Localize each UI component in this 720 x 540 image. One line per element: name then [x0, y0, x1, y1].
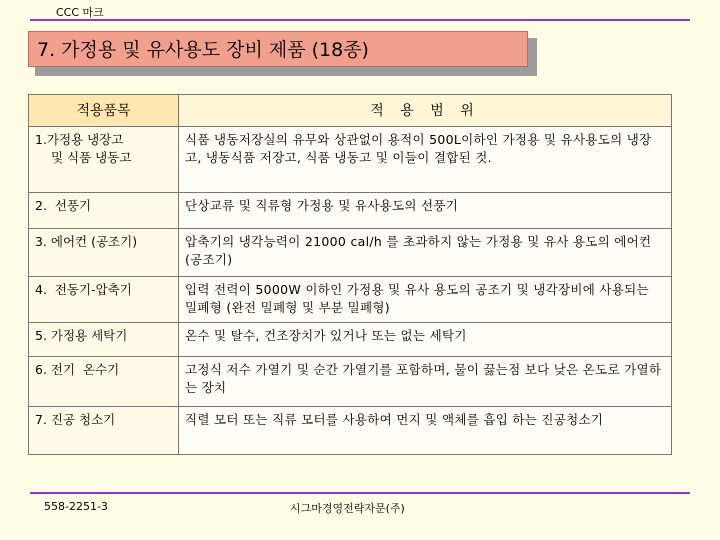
table-row: [29, 127, 672, 193]
item-cell: [29, 357, 179, 407]
item-cell: [29, 229, 179, 277]
item-line: 7. 진공 청소기: [35, 412, 116, 427]
item-line: 및 식품 냉동고: [51, 150, 132, 165]
column-header-item: 적용품목: [29, 95, 179, 127]
table-row: [29, 193, 672, 229]
top-divider: [30, 19, 690, 21]
table-header-row: [29, 95, 672, 127]
scope-cell: 온수 및 탈수, 건조장치가 있거나 또는 없는 세탁기: [179, 323, 672, 357]
scope-cell: 고정식 저수 가열기 및 순간 가열기를 포함하며, 물이 끓는점 보다 낮은 온도로 가열하는 장치: [179, 357, 672, 407]
item-line: 5. 가정용 세탁기: [35, 328, 128, 343]
table-row: [29, 407, 672, 455]
column-header-scope: 적 용 범 위: [179, 95, 672, 127]
table-row: [29, 229, 672, 277]
item-cell: [29, 407, 179, 455]
table-row: [29, 277, 672, 323]
item-line: 3. 에어컨 (공조기): [35, 234, 138, 249]
product-scope-table: [28, 94, 672, 455]
scope-cell: 입력 전력이 5000W 이하인 가정용 및 유사 용도의 공조기 및 냉각장비에 사용되는 밀폐형 (완전 밀폐형 및 부분 밀폐형): [179, 277, 672, 323]
item-line: 1.가정용 냉장고: [35, 132, 124, 147]
bottom-divider: [30, 492, 690, 494]
item-cell: [29, 193, 179, 229]
scope-cell: 압축기의 냉각능력이 21000 cal/h 를 초과하지 않는 가정용 및 유사 용도의 에어컨 (공조기): [179, 229, 672, 277]
page-title: 7. 가정용 및 유사용도 장비 제품 (18종): [28, 31, 528, 67]
item-line: 6. 전기 온수기: [35, 362, 120, 377]
table-row: [29, 323, 672, 357]
item-cell: [29, 323, 179, 357]
item-cell: [29, 277, 179, 323]
scope-cell: 직렬 모터 또는 직류 모터를 사용하여 먼지 및 액체를 흡입 하는 진공청소기: [179, 407, 672, 455]
footer-company: 시그마경영전략자문(주): [290, 502, 405, 515]
footer-page-code: 558-2251-3: [44, 500, 108, 513]
item-line: 2. 선풍기: [35, 198, 92, 213]
table-row: [29, 357, 672, 407]
scope-cell: 식품 냉동저장실의 유무와 상관없이 용적이 500L이하인 가정용 및 유사용도의 냉장고, 냉동식품 저장고, 식품 냉동고 및 이들이 결합된 것.: [179, 127, 672, 193]
item-cell: [29, 127, 179, 193]
item-line: 4. 전동기-압축기: [35, 282, 132, 297]
top-label: CCC 마크: [56, 6, 104, 19]
scope-cell: 단상교류 및 직류형 가정용 및 유사용도의 선풍기: [179, 193, 672, 229]
